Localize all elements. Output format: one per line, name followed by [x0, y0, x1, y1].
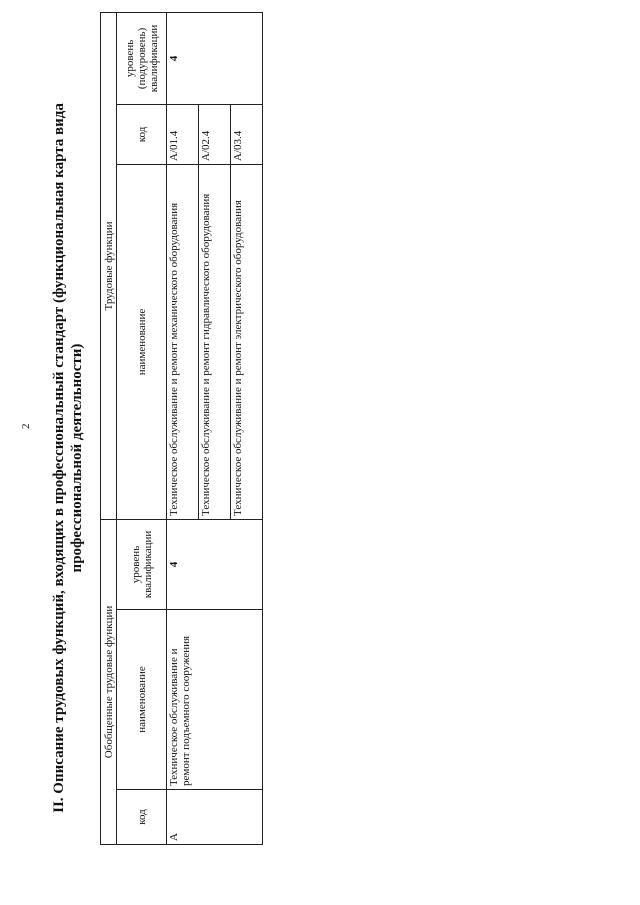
table-group-header-row — [101, 12, 117, 844]
column-header-code: код — [117, 790, 167, 845]
generalized-name-cell: Техническое обслуживание и ремонт подъемного сооружения — [167, 610, 263, 790]
table-row — [167, 12, 199, 844]
column-header-level: уровень квалификации — [117, 519, 167, 609]
column-header-tf-level: уровень (подуровень) квалификации — [117, 12, 167, 104]
group-header-generalized: Обобщенные трудовые функции — [101, 519, 117, 844]
column-header-tf-code: код — [117, 104, 167, 164]
tf-name-cell: Техническое обслуживание и ремонт электрического оборудования — [231, 164, 263, 519]
functional-map-table-wrapper — [100, 13, 262, 845]
functional-map-table — [100, 12, 263, 845]
generalized-code-cell: A — [167, 790, 263, 845]
tf-name-cell: Техническое обслуживание и ремонт механического оборудования — [167, 164, 199, 519]
group-header-labor-functions: Трудовые функции — [101, 12, 117, 519]
column-header-name: наименование — [117, 610, 167, 790]
tf-level-cell: 4 — [167, 12, 263, 104]
section-heading — [50, 78, 86, 838]
generalized-level-cell: 4 — [167, 519, 263, 609]
tf-code-cell: A/01.4 — [167, 104, 199, 164]
page-number: 2 — [20, 423, 32, 429]
heading-line-2: профессиональной деятельности) — [69, 343, 85, 573]
heading-line-1: II. Описание трудовых функций, входящих в профессиональный стандарт (функциональная карта вида — [51, 103, 67, 813]
tf-code-cell: A/03.4 — [231, 104, 263, 164]
table-column-header-row — [117, 12, 167, 844]
tf-code-cell: A/02.4 — [199, 104, 231, 164]
tf-name-cell: Техническое обслуживание и ремонт гидравлического оборудования — [199, 164, 231, 519]
column-header-tf-name: наименование — [117, 164, 167, 519]
